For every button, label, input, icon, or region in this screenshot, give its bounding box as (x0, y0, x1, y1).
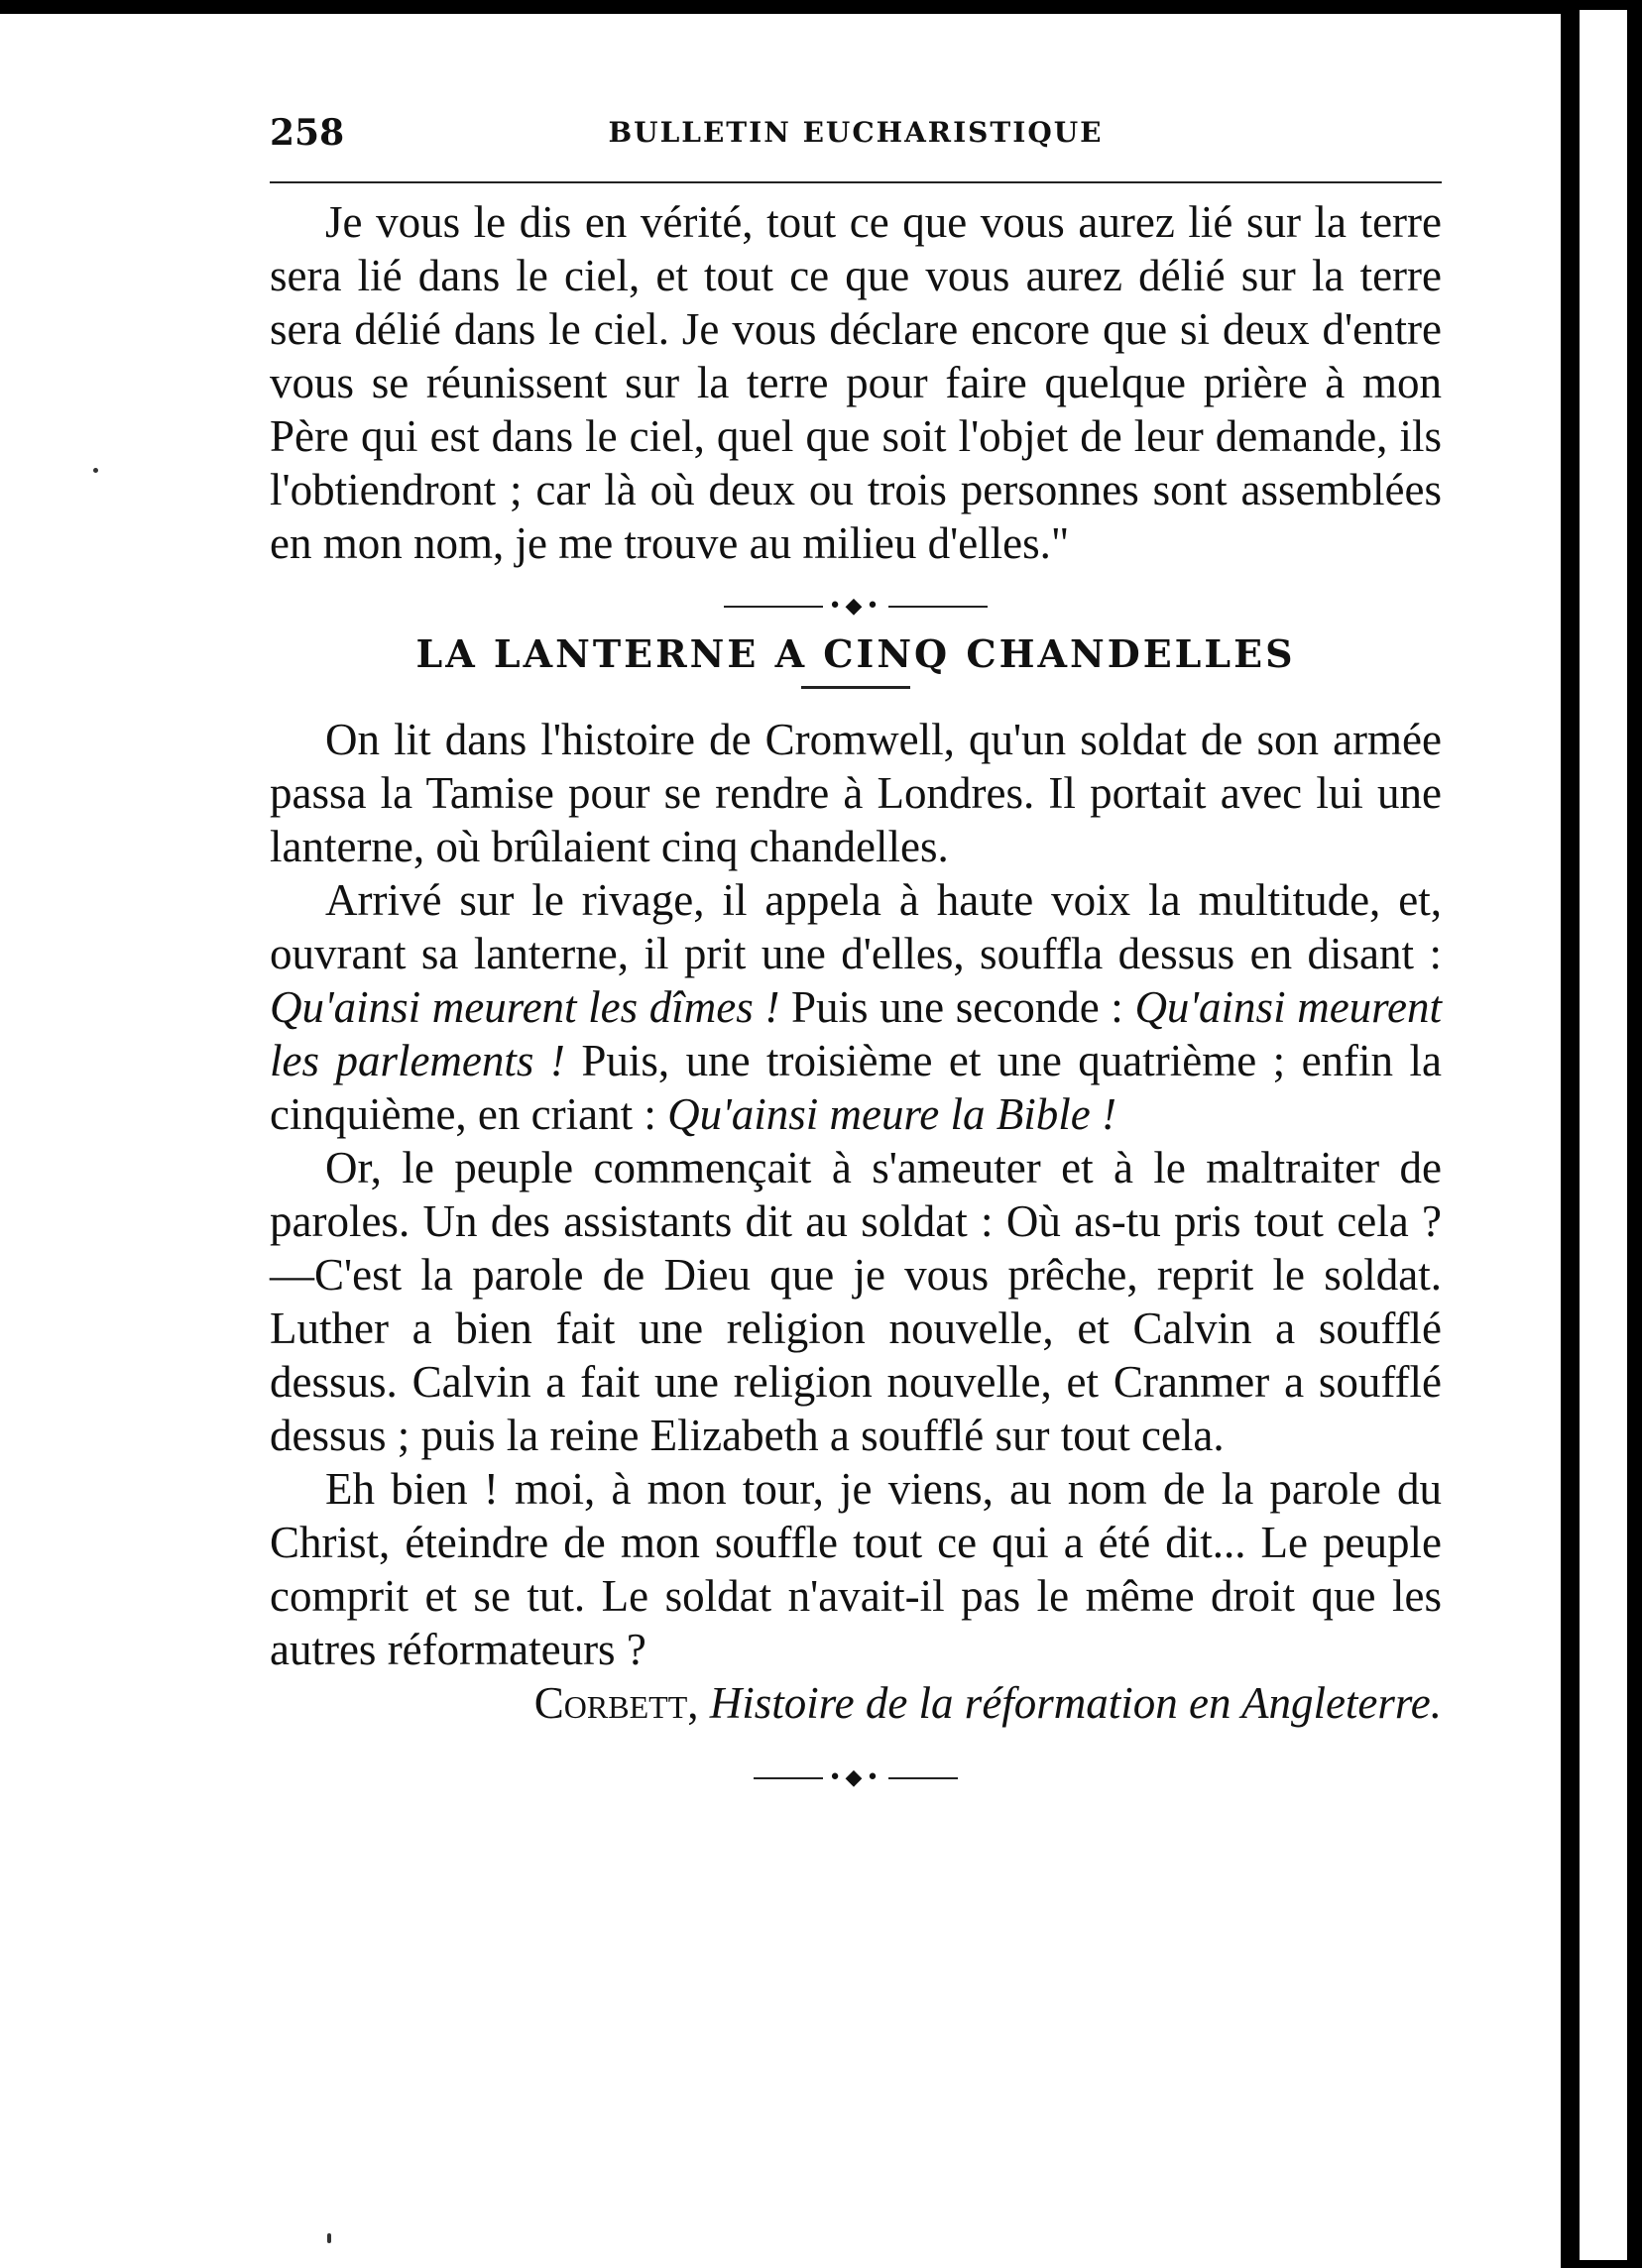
source-citation (270, 1676, 1442, 1730)
book-page (270, 94, 1442, 1793)
quote-parlements: Qu'ainsi meurent les parlements ! (270, 982, 1442, 1085)
section-title: LA LANTERNE A CINQ CHANDELLES (415, 631, 1296, 676)
source-work: Histoire de la réformation en Angleterre. (709, 1678, 1442, 1728)
intro-paragraph: Je vous le dis en vérité, tout ce que vous aurez lié sur la terre sera lié dans le ciel, et tout ce que vous aurez délié sur la terre sera délié dans le ciel. Je vous déclare encore que si deux d'entre vous se réunissent sur la terre pour faire quelque prière à mon Père qui est dans le ciel, quel que soit l'objet de leur demande, ils l'obtiendront ; car là où deux ou trois personnes sont assemblées en mon nom, je me trouve au milieu d'elles." (270, 197, 1442, 568)
scan-border-top (0, 0, 1642, 14)
page-number: 258 (270, 112, 345, 154)
quote-bible: Qu'ainsi meure la Bible ! (667, 1089, 1116, 1139)
scan-speck (327, 2233, 331, 2243)
end-ornament: •◆• (270, 1763, 1442, 1793)
running-title: BULLETIN EUCHARISTIQUE (608, 116, 1104, 149)
paragraph-3: Or, le peuple commençait à s'ameuter et à le maltraiter de paroles. Un des assistants dit au soldat : Où as-tu pris tout cela ?—C'est la parole de Dieu que je vous prêche, reprit le soldat. Luther a bien fait une religion nouvelle, et Calvin a soufflé dessus. Calvin a fait une religion nouvelle, et Cranmer a soufflé dessus ; puis la reine Elizabeth a soufflé sur tout cela. (270, 1143, 1442, 1460)
running-header (270, 94, 1442, 154)
header-rule (270, 181, 1442, 183)
paragraph-4: Eh bien ! moi, à mon tour, je viens, au nom de la parole du Christ, éteindre de mon souffle tout ce qui a été dit... Le peuple comprit et se tut. Le soldat n'avait-il pas le même droit que les autres réformateurs ? (270, 1464, 1442, 1674)
paragraph-2: Arrivé sur le rivage, il appela à haute voix la multitude, et, ouvrant sa lanterne, il prit une d'elles, souffla dessus en disant : Qu'ainsi meurent les dîmes ! Puis une seconde : Qu'ainsi meurent les parlements ! Puis, une troisième et une quatrième ; enfin la cinquième, en criant : Qu'ainsi meure la Bible ! (270, 875, 1442, 1139)
quote-dimes: Qu'ainsi meurent les dîmes ! (270, 982, 780, 1032)
paragraph-1: On lit dans l'histoire de Cromwell, qu'un soldat de son armée passa la Tamise pour se rendre à Londres. Il portait avec lui une lanterne, où brûlaient cinq chandelles. (270, 715, 1442, 871)
source-author: Corbett, (533, 1678, 699, 1728)
scan-margin-strip (1580, 10, 1627, 2260)
section-divider-ornament: •◆• (270, 592, 1442, 622)
title-rule (801, 686, 910, 689)
scan-speck (93, 468, 98, 473)
